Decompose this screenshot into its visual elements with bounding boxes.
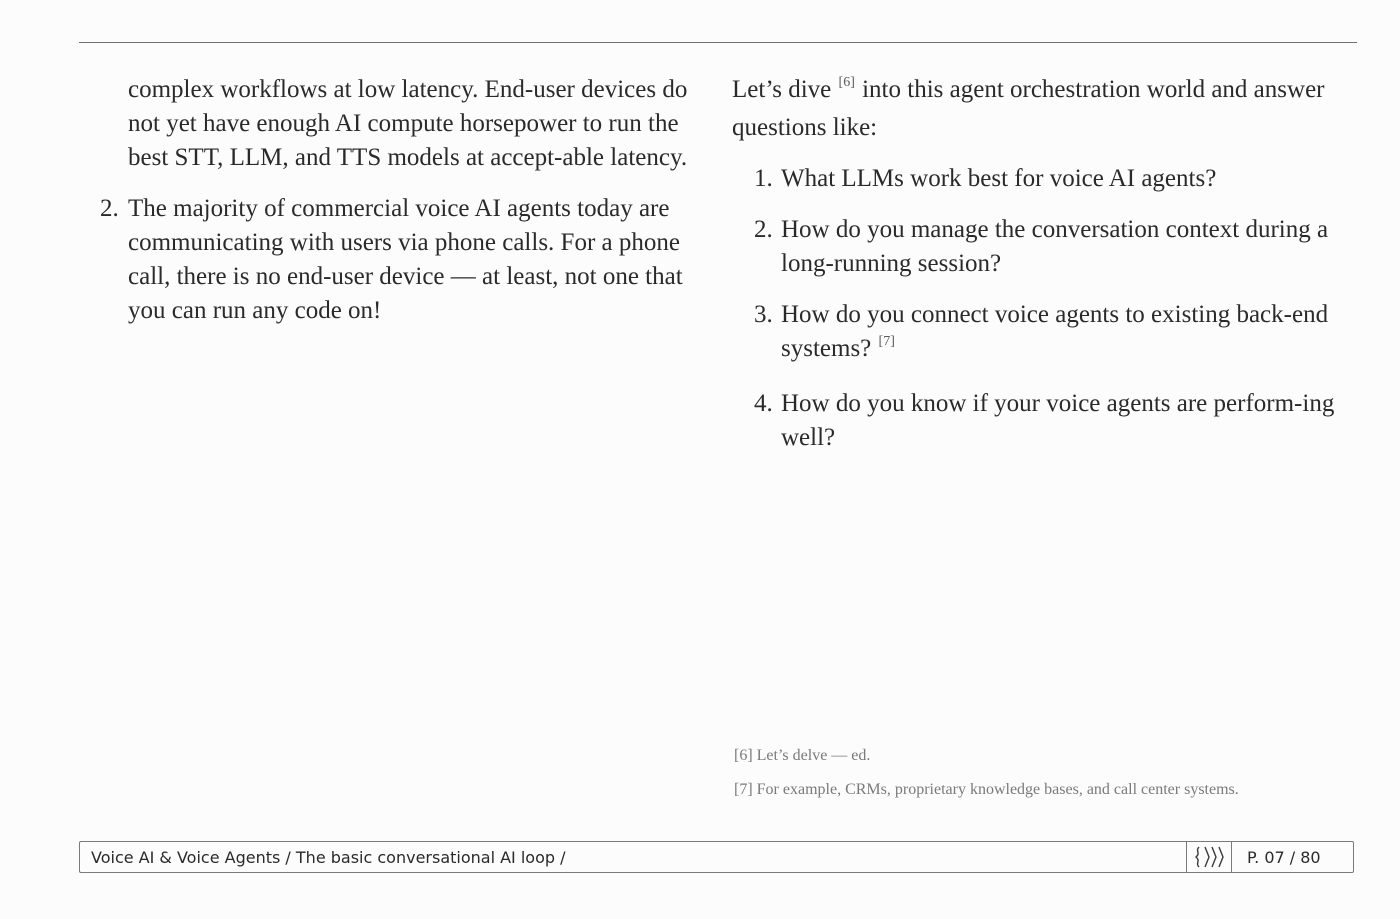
question-item-1 bbox=[754, 162, 1352, 196]
page-indicator bbox=[1232, 842, 1353, 872]
question-number: 4. bbox=[754, 390, 773, 417]
wave-brackets-icon-svg bbox=[1192, 845, 1226, 869]
question-number: 1. bbox=[754, 165, 773, 192]
list-item-text: complex workflows at low latency. End-user devices do not yet have enough AI compute horsepower to run the best STT, LLM, and TTS models at accept-able latency. bbox=[128, 76, 688, 171]
intro-paragraph bbox=[732, 73, 1352, 145]
footnote-7 bbox=[734, 780, 1374, 800]
left-column bbox=[100, 73, 700, 345]
list-item-number: 2. bbox=[100, 195, 119, 222]
question-text: How do you know if your voice agents are perform-ing well? bbox=[781, 390, 1335, 451]
questions-list bbox=[754, 162, 1352, 455]
footer-bar bbox=[79, 841, 1354, 873]
question-item-4 bbox=[754, 387, 1352, 455]
footnotes bbox=[734, 746, 1374, 814]
footnote-marker: [7] bbox=[734, 781, 753, 798]
list-item-text: The majority of commercial voice AI agents today are communicating with users via phone calls. For a phone call, there is no end-user device — at least, not one that you can run any code on! bbox=[128, 195, 683, 324]
footnote-6 bbox=[734, 746, 1374, 766]
footnote-marker: [6] bbox=[734, 747, 753, 764]
list-item-2 bbox=[100, 192, 700, 328]
breadcrumb[interactable] bbox=[80, 842, 1186, 872]
intro-text-end: into this agent orchestration world and answer questions like: bbox=[732, 76, 1325, 141]
question-number: 2. bbox=[754, 216, 773, 243]
question-number: 3. bbox=[754, 301, 773, 328]
footnote-text: Let’s delve — ed. bbox=[756, 747, 871, 764]
wave-brackets-icon bbox=[1186, 842, 1232, 872]
question-text: How do you manage the conversation context during a long-running session? bbox=[781, 216, 1329, 277]
intro-text-start: Let’s dive bbox=[732, 76, 832, 103]
footnote-text: For example, CRMs, proprietary knowledge bases, and call center systems. bbox=[756, 781, 1239, 798]
question-text: What LLMs work best for voice AI agents? bbox=[781, 165, 1217, 192]
breadcrumb-text: Voice AI & Voice Agents / The basic conversational AI loop / bbox=[91, 847, 566, 867]
page-number: P. 07 / 80 bbox=[1247, 847, 1321, 867]
question-text: How do you connect voice agents to existing back-end systems? bbox=[781, 301, 1329, 362]
question-item-3 bbox=[754, 298, 1352, 370]
footnote-ref-7[interactable]: [7] bbox=[878, 334, 895, 349]
top-rule bbox=[79, 42, 1357, 43]
list-item-1-continuation bbox=[100, 73, 700, 175]
question-item-2 bbox=[754, 213, 1352, 281]
footnote-ref-6[interactable]: [6] bbox=[838, 75, 855, 90]
right-column bbox=[732, 73, 1352, 472]
